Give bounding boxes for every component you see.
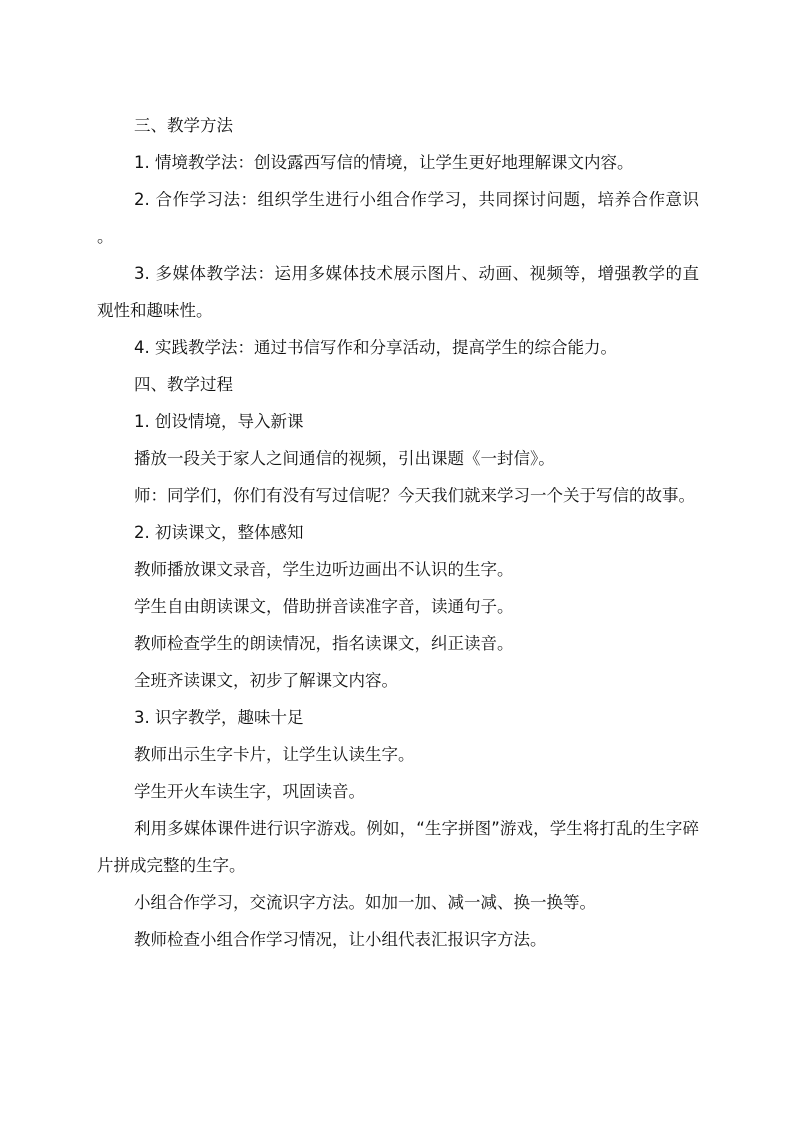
paragraph: 教师检查小组合作学习情况，让小组代表汇报识字方法。 (134, 930, 547, 949)
list-item-multimedia-method: 3. 多媒体教学法：运用多媒体技术展示图片、动画、视频等，增强教学的直观性和趣味性。 (97, 264, 699, 320)
document-body (97, 107, 699, 958)
paragraph: 教师检查学生的朗读情况，指名读课文，纠正读音。 (134, 634, 514, 653)
paragraph: 播放一段关于家人之间通信的视频，引出课题《一封信》。 (134, 449, 555, 468)
step-heading-3: 3. 识字教学，趣味十足 (134, 708, 304, 727)
section-heading-teaching-methods: 三、教学方法 (134, 116, 233, 135)
list-item-practice-method: 4. 实践教学法：通过书信写作和分享活动，提高学生的综合能力。 (134, 338, 617, 357)
step-heading-2: 2. 初读课文，整体感知 (134, 523, 304, 542)
list-item-cooperative-method: 2. 合作学习法：组织学生进行小组合作学习，共同探讨问题，培养合作意识。 (97, 190, 699, 246)
paragraph: 学生自由朗读课文，借助拼音读准字音，读通句子。 (134, 597, 514, 616)
paragraph: 师：同学们，你们有没有写过信呢？今天我们就来学习一个关于写信的故事。 (134, 486, 695, 505)
paragraph: 全班齐读课文，初步了解课文内容。 (134, 671, 398, 690)
paragraph: 利用多媒体课件进行识字游戏。例如，“生字拼图”游戏，学生将打乱的生字碎片拼成完整的生字。 (97, 819, 699, 875)
paragraph: 教师播放课文录音，学生边听边画出不认识的生字。 (134, 560, 514, 579)
paragraph: 小组合作学习，交流识字方法。如加一加、减一减、换一换等。 (134, 893, 596, 912)
step-heading-1: 1. 创设情境，导入新课 (134, 412, 304, 431)
paragraph: 教师出示生字卡片，让学生认读生字。 (134, 745, 415, 764)
list-item-situational-method: 1. 情境教学法：创设露西写信的情境，让学生更好地理解课文内容。 (134, 153, 634, 172)
section-heading-teaching-process: 四、教学过程 (134, 375, 233, 394)
paragraph: 学生开火车读生字，巩固读音。 (134, 782, 365, 801)
